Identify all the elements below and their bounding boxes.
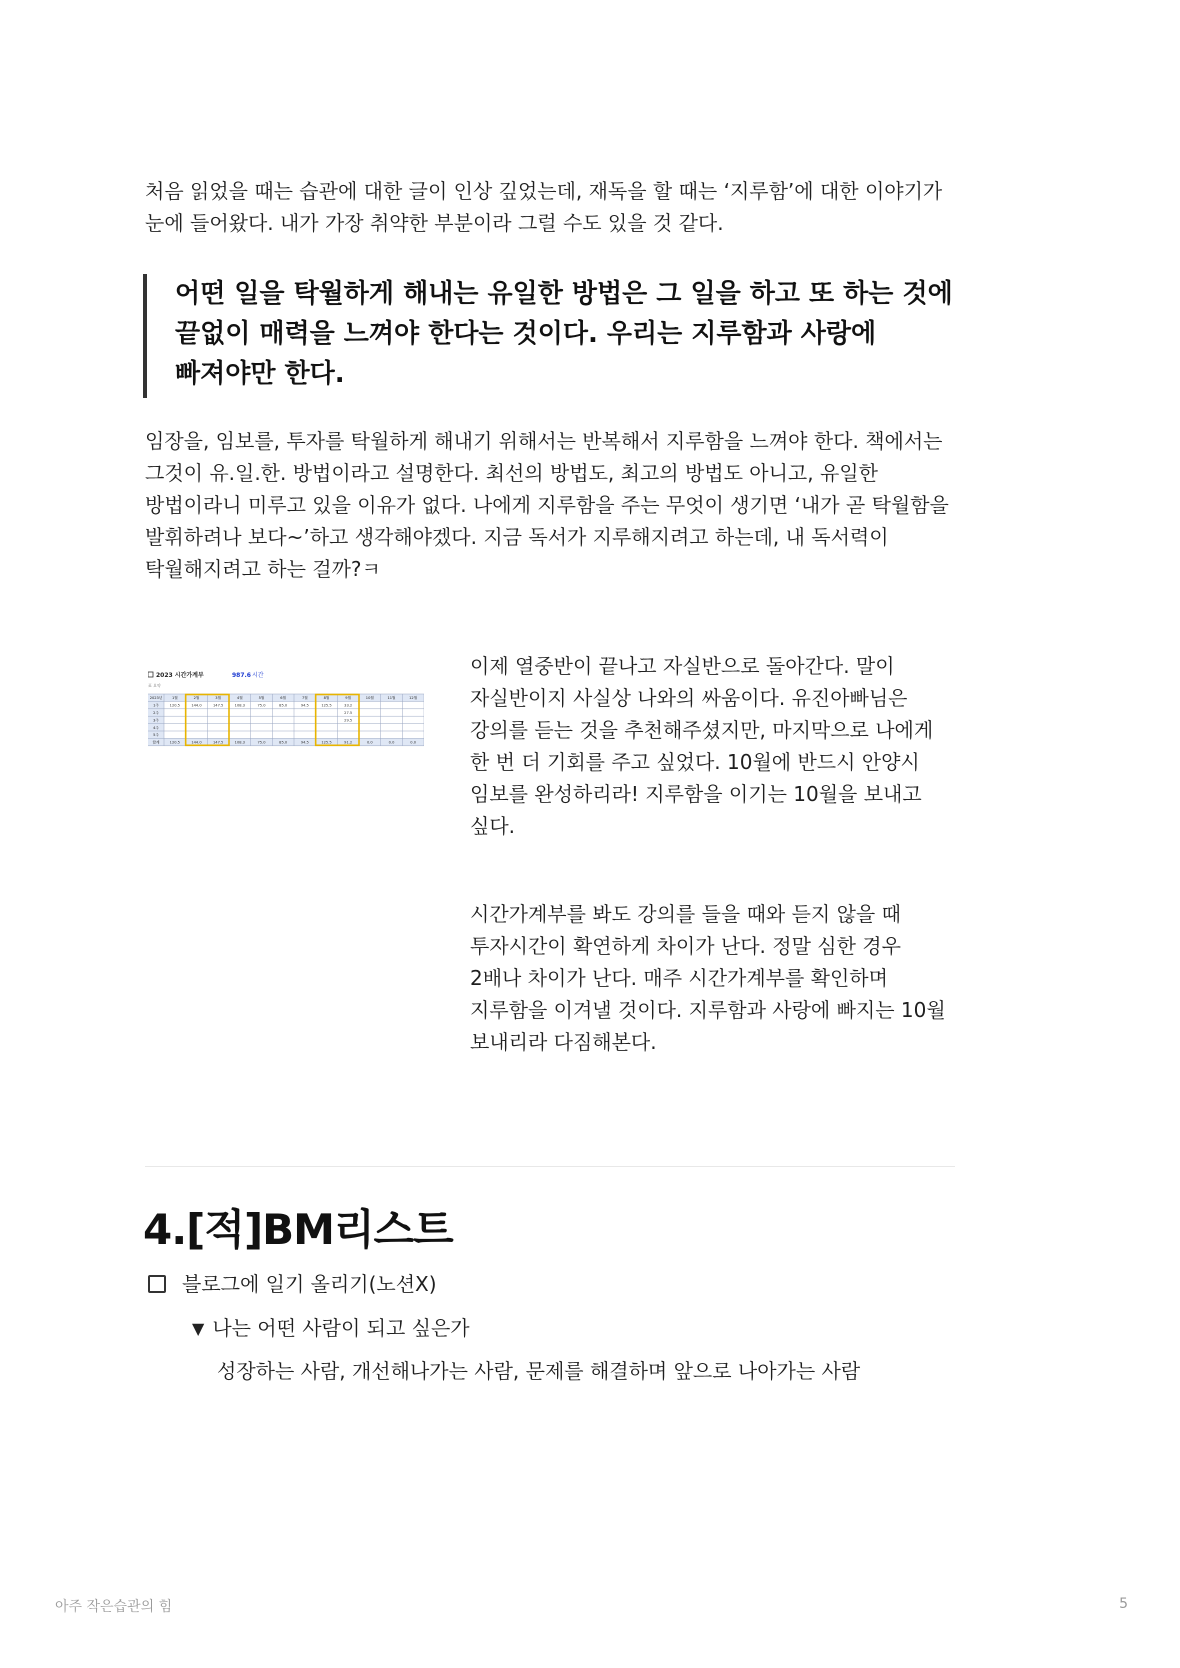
ledger-cell: 0.0 <box>410 740 417 745</box>
todo-item[interactable] <box>148 1268 437 1300</box>
ledger-sub: 표 요약 <box>148 683 161 688</box>
toggle-title: 나는 어떤 사람이 되고 싶은가 <box>212 1316 470 1340</box>
ledger-total: 987.6 <box>232 672 251 679</box>
ledger-cell: 85.0 <box>279 740 288 745</box>
ledger-month: 8월 <box>323 696 330 701</box>
checkbox[interactable] <box>148 1275 166 1293</box>
quote-text: 어떤 일을 탁월하게 해내는 유일한 방법은 그 일을 하고 또 하는 것에 끝없이 매력을 느껴야 한다는 것이다. 우리는 지루함과 사랑에 빠져야만 한다. <box>175 279 953 389</box>
ledger-cell: 120.5 <box>169 740 180 745</box>
ledger-cell: 75.0 <box>257 740 266 745</box>
todo-label: 블로그에 일기 올리기(노션X) <box>182 1272 437 1296</box>
ledger-cell: 108.3 <box>234 703 245 708</box>
toggle-block[interactable] <box>192 1312 470 1344</box>
ledger-month: 10월 <box>365 696 374 701</box>
ledger-row-label: 2주 <box>153 710 159 715</box>
ledger-cell: 27.5 <box>344 710 353 715</box>
ledger-month: 2월 <box>193 696 200 701</box>
ledger-cell: 125.5 <box>321 740 332 745</box>
ledger-row-label: 3주 <box>153 718 159 723</box>
ledger-month: 11월 <box>387 696 396 701</box>
side-paragraph-2: 시간가계부를 봐도 강의를 들을 때와 듣지 않을 때 투자시간이 확연하게 차이가 난다. 정말 심한 경우 2배나 차이가 난다. 매주 시간가계부를 확인하며 지루함을 이겨낼 것이다. 지루함과 사랑에 빠지는 10월 보내리라 다짐해본다. <box>470 902 946 1054</box>
ledger-cell: 94.5 <box>300 703 309 708</box>
ledger-cell: 120.5 <box>169 703 180 708</box>
ledger-cell: 0.0 <box>366 740 373 745</box>
table-icon <box>148 672 153 677</box>
ledger-month: 12월 <box>409 696 418 701</box>
ledger-row-label: 합계 <box>152 740 160 745</box>
ledger-cell: 91.2 <box>344 740 353 745</box>
ledger-cell: 75.0 <box>257 703 266 708</box>
side-paragraph-1: 이제 열중반이 끝나고 자실반으로 돌아간다. 말이 자실반이지 사실상 나와의 싸움이다. 유진아빠님은 강의를 듣는 것을 추천해주셨지만, 마지막으로 나에게 한 번 더 기회를 주고 싶었다. 10월에 반드시 안양시 임보를 완성하리라! 지루함을 이기는 10월을 보내고 싶다. <box>470 654 934 838</box>
toggle-content: 성장하는 사람, 개선해나가는 사람, 문제를 해결하며 앞으로 나아가는 사람 <box>217 1359 861 1383</box>
intro-paragraph: 처음 읽었을 때는 습관에 대한 글이 인상 깊었는데, 재독을 할 때는 ‘지루함’에 대한 이야기가 눈에 들어왔다. 내가 가장 취약한 부분이라 그럴 수도 있을 것 같다. <box>145 179 943 235</box>
ledger-cell: 29.5 <box>344 718 353 723</box>
ledger-cell: 147.5 <box>213 740 224 745</box>
ledger-cell: 144.0 <box>191 740 202 745</box>
ledger-title: 2023 시간가계부 <box>156 672 204 679</box>
ledger-month: 1월 <box>171 696 178 701</box>
ledger-row-label: 5주 <box>153 733 159 738</box>
ledger-row-label: 2023년 <box>149 696 163 701</box>
page-number: 5 <box>1119 1596 1128 1612</box>
ledger-month: 7월 <box>301 696 308 701</box>
ledger-month: 6월 <box>280 696 287 701</box>
footer-title: 아주 작은습관의 힘 <box>55 1599 173 1615</box>
ledger-row-label: 1주 <box>153 703 159 708</box>
time-ledger-image <box>148 670 424 756</box>
ledger-total-unit: 시간 <box>252 672 264 679</box>
section-heading: 4.[적]BM리스트 <box>143 1205 453 1254</box>
blockquote <box>143 274 955 398</box>
ledger-month: 3월 <box>215 696 222 701</box>
body-paragraph: 임장을, 임보를, 투자를 탁월하게 해내기 위해서는 반복해서 지루함을 느껴야 한다. 책에서는 그것이 유.일.한. 방법이라고 설명한다. 최선의 방법도, 최고의 방법도 아니고, 유일한 방법이라니 미루고 있을 이유가 없다. 나에게 지루함을 주는 무엇이 생기면 ‘내가 곧 탁월함을 발휘하려나 보다~’하고 생각해야겠다. 지금 독서가 지루해지려고 하는데, 내 독서력이 탁월해지려고 하는 걸까?ㅋ <box>145 429 949 581</box>
toggle-triangle-icon[interactable]: ▼ <box>192 1318 205 1338</box>
ledger-cell: 125.5 <box>321 703 332 708</box>
time-ledger-table <box>148 670 424 756</box>
ledger-cell: 85.0 <box>279 703 288 708</box>
ledger-cell: 144.0 <box>191 703 202 708</box>
divider <box>145 1166 955 1167</box>
ledger-month: 5월 <box>258 696 265 701</box>
ledger-cell: 94.5 <box>300 740 309 745</box>
ledger-cell: 147.5 <box>213 703 224 708</box>
ledger-cell: 0.0 <box>388 740 395 745</box>
ledger-month: 4월 <box>236 696 243 701</box>
ledger-cell: 33.2 <box>344 703 353 708</box>
ledger-month: 9월 <box>345 696 352 701</box>
ledger-cell: 108.3 <box>234 740 245 745</box>
ledger-row-label: 4주 <box>153 725 159 730</box>
